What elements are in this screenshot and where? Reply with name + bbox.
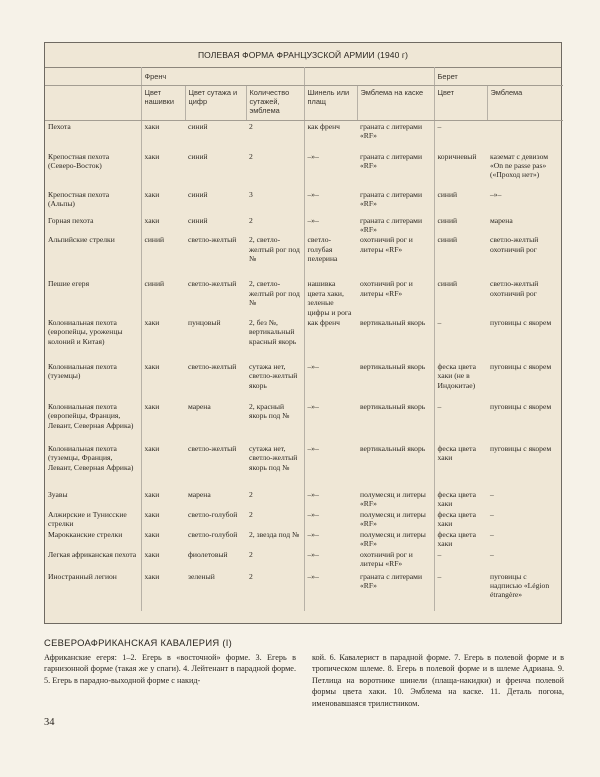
header-coat: Шинель или плащ: [304, 86, 357, 121]
header-beret-color: Цвет: [434, 86, 487, 121]
cell-coat: нашивка цвета хаки, зеленые цифры и рога: [304, 278, 357, 317]
cell-braid-count: 2: [249, 122, 253, 131]
cell-beret-color: –: [434, 401, 487, 443]
header-braid-count: Количество сутажей, эмблема: [246, 86, 304, 121]
page-number: 34: [44, 717, 55, 728]
cell-coat: –»–: [304, 489, 357, 509]
cell-braid-count: 2: [249, 489, 253, 499]
cell-beret-color: синий: [434, 215, 487, 235]
cell-coat: –»–: [304, 509, 357, 529]
cell-beret-emblem: пуговицы с надписью «Légion étrangère»: [490, 571, 550, 600]
cell-patch-color: хаки: [141, 151, 185, 189]
cell-patch-color: хаки: [141, 189, 185, 215]
cell-beret-color: синий: [434, 234, 487, 278]
cell-coat: –»–: [304, 401, 357, 443]
cell-beret-emblem: –»–: [490, 189, 502, 199]
cell-helmet-emblem: граната с литерами «RF»: [360, 189, 423, 208]
table-row: [45, 215, 563, 235]
header-patch-color: Цвет нашивки: [141, 86, 185, 121]
cell-unit: Колониальная пехота (туземцы, Франция, Левант, Северная Африка): [48, 443, 134, 472]
cell-beret-color: синий: [434, 189, 487, 215]
cell-patch-color: хаки: [141, 529, 185, 549]
cell-coat: как френч: [304, 121, 357, 151]
cell-braid-count: 2: [249, 509, 253, 519]
table-row: [45, 549, 563, 571]
cell-helmet-emblem: вертикальный якорь: [360, 317, 426, 327]
cell-beret-emblem: –: [490, 549, 494, 559]
cell-braid-count: 2: [249, 151, 253, 161]
cell-braid-color: светло-желтый: [188, 443, 237, 453]
caption-left-column: Африканские егеря: 1–2. Егерь в «восточной» форме. 3. Егерь в гарнизонной форме (такая же у спаги). 4. Лейтенант в парадной форме. 5. Егерь в парадно-выходной форме с накид-: [44, 652, 296, 685]
cell-helmet-emblem: охотничий рог и литеры «RF»: [360, 235, 413, 254]
cell-braid-color: светло-желтый: [188, 361, 237, 371]
cell-braid-color: марена: [188, 401, 211, 411]
cell-helmet-emblem: охотничий рог и литеры «RF»: [360, 279, 413, 298]
cell-braid-color: светло-желтый: [188, 235, 237, 245]
cell-braid-count: 3: [249, 189, 253, 199]
cell-braid-color: пунцовый: [188, 317, 221, 327]
cell-braid-color: марена: [188, 489, 211, 499]
table-row: [45, 529, 563, 549]
cell-beret-color: феска цвета хаки: [434, 443, 487, 489]
header-helmet-emblem: Эмблема на каске: [357, 86, 434, 121]
cell-helmet-emblem: полумесяц и литеры «RF»: [360, 509, 426, 529]
cell-braid-color: светло-желтый: [188, 279, 237, 289]
header-braid-color: Цвет сутажа и цифр: [185, 86, 246, 121]
cell-braid-count: 2, звезда под №: [249, 529, 300, 539]
cell-patch-color: хаки: [141, 509, 185, 529]
cell-beret-emblem: –: [490, 489, 494, 499]
table-row: [45, 317, 563, 361]
cell-beret-color: феска цвета хаки: [434, 489, 487, 509]
cell-patch-color: синий: [141, 278, 185, 317]
cell-beret-color: –: [434, 571, 487, 611]
header-group-beret: Берет: [434, 67, 563, 86]
cell-unit: Пехота: [48, 122, 71, 131]
cell-patch-color: хаки: [141, 121, 185, 151]
cell-helmet-emblem: вертикальный якорь: [360, 401, 426, 411]
cell-braid-color: светло-голубой: [188, 529, 238, 539]
cell-braid-color: синий: [188, 122, 208, 131]
cell-braid-count: 2, без №, вертикальный красный якорь: [249, 317, 297, 346]
cell-braid-count: 2, светло-желтый рог под №: [249, 279, 300, 308]
caption-right-column: кой. 6. Кавалерист в парадной форме. 7. Егерь в полевой форме и в тропическом шлеме. 8. Егерь в полевой форме и в шлеме Адриана. 9. Петлица на воротнике шинели (плаща-накидки) и френча полевой формы цвета хаки. 10. Эмблема на каске. 11. Деталь погона, именовавшаяся трилистником.: [312, 652, 564, 708]
table-row: [45, 234, 563, 278]
cell-braid-color: светло-голубой: [188, 509, 238, 519]
table-row: [45, 571, 563, 611]
cell-beret-emblem: [487, 121, 563, 151]
cell-unit: Колониальная пехота (туземцы): [48, 361, 117, 381]
cell-coat: –»–: [304, 571, 357, 611]
cell-braid-count: 2, светло-желтый рог под №: [249, 235, 300, 264]
cell-coat: –»–: [304, 529, 357, 549]
cell-patch-color: синий: [141, 234, 185, 278]
cell-unit: Легкая африканская пехота: [48, 549, 137, 559]
table-row: [45, 278, 563, 317]
cell-helmet-emblem: вертикальный якорь: [360, 361, 426, 371]
cell-unit: Пешие егеря: [48, 279, 90, 289]
cell-coat: –»–: [304, 189, 357, 215]
header-group-french: Френч: [141, 67, 304, 86]
cell-unit: Колониальная пехота (европейцы, уроженцы колоний и Китая): [48, 317, 123, 346]
cell-unit: Альпийские стрелки: [48, 235, 115, 245]
cell-helmet-emblem: вертикальный якорь: [360, 443, 426, 453]
cell-beret-color: коричневый: [434, 151, 487, 189]
cell-beret-emblem: –: [490, 509, 494, 519]
cell-patch-color: хаки: [141, 443, 185, 489]
header-unit: [45, 86, 141, 121]
cell-unit: Крепостная пехота (Северо-Восток): [48, 151, 110, 170]
table-row: [45, 509, 563, 529]
cell-braid-count: сутажа нет, светло-желтый якорь: [249, 361, 298, 390]
cell-patch-color: хаки: [141, 489, 185, 509]
cell-helmet-emblem: охотничий рог и литеры «RF»: [360, 549, 413, 568]
cell-unit: Горная пехота: [48, 215, 94, 225]
cell-patch-color: хаки: [141, 401, 185, 443]
cell-patch-color: хаки: [141, 549, 185, 571]
table-row: [45, 401, 563, 443]
cell-coat: –»–: [304, 215, 357, 235]
cell-helmet-emblem: полумесяц и литеры «RF»: [360, 489, 426, 509]
cell-braid-count: 2: [249, 571, 253, 581]
caption: [44, 637, 564, 710]
cell-coat: как френч: [304, 317, 357, 361]
table-row: [45, 151, 563, 189]
cell-beret-emblem: пуговицы с якорем: [490, 401, 552, 411]
cell-coat: –»–: [304, 549, 357, 571]
cell-beret-color: феска цвета хаки: [434, 509, 487, 529]
header-blank-helmet: [357, 67, 434, 86]
cell-helmet-emblem: граната с литерами «RF»: [360, 151, 423, 170]
cell-unit: Колониальная пехота (европейцы, Франция, Левант, Северная Африка): [48, 401, 134, 430]
cell-coat: –»–: [304, 151, 357, 189]
cell-helmet-emblem: полумесяц и литеры «RF»: [360, 529, 426, 549]
header-unit-blank: [45, 67, 141, 86]
cell-braid-count: сутажа нет, светло-желтый якорь под №: [249, 443, 298, 472]
cell-unit: Марокканские стрелки: [48, 529, 123, 539]
uniform-table-frame: [44, 42, 562, 624]
cell-unit: Крепостная пехота (Альпы): [48, 189, 110, 208]
cell-helmet-emblem: граната с литерами «RF»: [360, 122, 423, 141]
cell-coat: –»–: [304, 443, 357, 489]
cell-coat: светло-голубая пелерина: [304, 234, 357, 278]
cell-beret-emblem: пуговицы с якорем: [490, 317, 552, 327]
cell-unit: Зуавы: [48, 489, 68, 499]
uniform-table: [45, 67, 563, 611]
table-row: [45, 189, 563, 215]
cell-braid-color: зеленый: [188, 571, 215, 581]
cell-braid-color: синий: [188, 189, 208, 199]
cell-braid-color: синий: [188, 215, 208, 225]
cell-beret-color: феска цвета хаки: [434, 529, 487, 549]
table-row: [45, 121, 563, 151]
cell-beret-color: –: [434, 549, 487, 571]
cell-braid-count: 2, красный якорь под №: [249, 401, 290, 421]
caption-heading: СЕВЕРОАФРИКАНСКАЯ КАВАЛЕРИЯ (I): [44, 637, 233, 648]
cell-beret-emblem: марена: [490, 215, 513, 225]
cell-beret-color: феска цвета хаки (не в Индокитае): [434, 361, 487, 401]
cell-beret-emblem: светло-желтый охотничий рог: [490, 235, 539, 254]
cell-patch-color: хаки: [141, 215, 185, 235]
cell-beret-emblem: –: [490, 529, 494, 539]
cell-beret-emblem: пуговицы с якорем: [490, 443, 552, 453]
cell-braid-count: 2: [249, 215, 253, 225]
cell-braid-color: синий: [188, 151, 208, 161]
cell-beret-emblem: светло-желтый охотничий рог: [490, 279, 539, 298]
table-row: [45, 489, 563, 509]
cell-helmet-emblem: граната с литерами «RF»: [360, 571, 423, 590]
cell-coat: –»–: [304, 361, 357, 401]
cell-beret-color: –: [434, 317, 487, 361]
cell-beret-emblem: пуговицы с якорем: [490, 361, 552, 371]
cell-helmet-emblem: граната с литерами «RF»: [360, 215, 423, 234]
header-beret-emblem: Эмблема: [487, 86, 563, 121]
cell-braid-color: фиолетовый: [188, 549, 228, 559]
header-blank-coat: [304, 67, 357, 86]
cell-beret-color: –: [434, 121, 487, 151]
cell-unit: Иностранный легион: [48, 571, 117, 581]
cell-beret-emblem: каземат с девизом «On ne passe pas» («Проход нет»): [490, 151, 549, 180]
cell-patch-color: хаки: [141, 361, 185, 401]
cell-patch-color: хаки: [141, 317, 185, 361]
cell-beret-color: синий: [434, 278, 487, 317]
table-row: [45, 361, 563, 401]
table-title: ПОЛЕВАЯ ФОРМА ФРАНЦУЗСКОЙ АРМИИ (1940 г): [45, 43, 561, 68]
cell-braid-count: 2: [249, 549, 253, 559]
cell-unit: Алжирские и Тунисские стрелки: [48, 509, 127, 529]
cell-patch-color: хаки: [141, 571, 185, 611]
table-row: [45, 443, 563, 489]
